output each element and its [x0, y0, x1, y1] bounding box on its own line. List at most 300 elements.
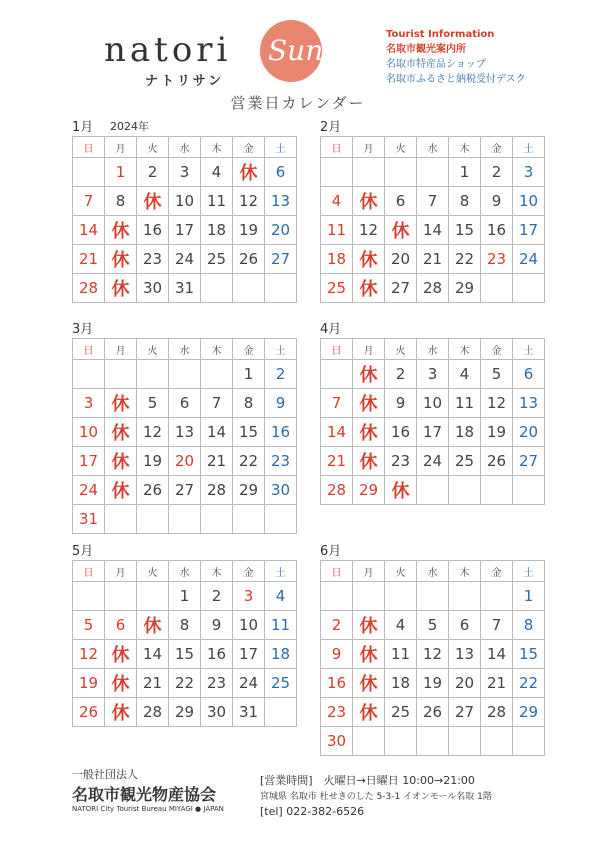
org-name: 名取市観光物産協会 — [72, 785, 217, 804]
weekday-header: 日 — [321, 561, 353, 582]
day-cell: 16 — [481, 216, 513, 245]
day-cell: 10 — [169, 187, 201, 216]
day-cell — [169, 505, 201, 534]
closed-day-cell: 休 — [105, 447, 137, 476]
closed-day-cell: 休 — [353, 640, 385, 669]
day-cell: 25 — [385, 698, 417, 727]
day-cell: 27 — [169, 476, 201, 505]
day-cell: 26 — [417, 698, 449, 727]
year-label: 2024年 — [110, 120, 149, 133]
day-cell: 4 — [201, 158, 233, 187]
day-cell: 8 — [513, 611, 545, 640]
month-calendar — [72, 120, 297, 303]
day-cell: 9 — [201, 611, 233, 640]
day-cell: 27 — [449, 698, 481, 727]
day-cell: 2 — [201, 582, 233, 611]
day-cell: 25 — [449, 447, 481, 476]
weekday-header: 土 — [265, 339, 297, 360]
day-cell: 6 — [169, 389, 201, 418]
closed-day-cell: 休 — [105, 389, 137, 418]
logo-kana: ナトリサン — [145, 74, 225, 89]
day-cell: 31 — [169, 274, 201, 303]
weekday-header: 金 — [481, 339, 513, 360]
closed-day-cell: 休 — [105, 669, 137, 698]
day-cell — [385, 582, 417, 611]
day-cell: 7 — [321, 389, 353, 418]
day-cell: 22 — [233, 447, 265, 476]
day-cell: 9 — [385, 389, 417, 418]
day-cell: 20 — [385, 245, 417, 274]
day-cell: 13 — [513, 389, 545, 418]
day-cell — [449, 476, 481, 505]
day-cell: 2 — [481, 158, 513, 187]
day-cell: 18 — [449, 418, 481, 447]
day-cell: 23 — [201, 669, 233, 698]
day-cell: 10 — [73, 418, 105, 447]
weekday-header: 月 — [105, 561, 137, 582]
day-cell: 28 — [481, 698, 513, 727]
day-cell: 10 — [513, 187, 545, 216]
calendar-grid — [72, 560, 297, 727]
closed-day-cell: 休 — [105, 418, 137, 447]
day-cell: 27 — [385, 274, 417, 303]
weekday-header: 金 — [233, 137, 265, 158]
day-cell — [73, 582, 105, 611]
weekday-header: 火 — [385, 561, 417, 582]
weekday-header: 月 — [105, 137, 137, 158]
weekday-header: 月 — [353, 339, 385, 360]
day-cell: 26 — [137, 476, 169, 505]
telephone: [tel] 022-382-6526 — [260, 805, 365, 818]
day-cell: 1 — [449, 158, 481, 187]
day-cell: 24 — [417, 447, 449, 476]
day-cell: 20 — [513, 418, 545, 447]
day-cell: 12 — [233, 187, 265, 216]
day-cell — [353, 158, 385, 187]
weekday-header: 土 — [265, 137, 297, 158]
day-cell — [169, 360, 201, 389]
day-cell: 27 — [265, 245, 297, 274]
weekday-header: 火 — [385, 137, 417, 158]
day-cell: 13 — [449, 640, 481, 669]
day-cell — [137, 582, 169, 611]
day-cell — [321, 158, 353, 187]
day-cell: 28 — [201, 476, 233, 505]
day-cell: 1 — [233, 360, 265, 389]
day-cell: 28 — [137, 698, 169, 727]
weekday-header: 水 — [169, 561, 201, 582]
day-cell: 4 — [265, 582, 297, 611]
day-cell: 17 — [169, 216, 201, 245]
day-cell: 21 — [137, 669, 169, 698]
day-cell: 23 — [137, 245, 169, 274]
day-cell: 3 — [73, 389, 105, 418]
weekday-header: 木 — [201, 339, 233, 360]
weekday-header: 火 — [137, 561, 169, 582]
month-label: 3月 — [72, 322, 94, 337]
day-cell — [417, 582, 449, 611]
closed-day-cell: 休 — [353, 698, 385, 727]
closed-day-cell: 休 — [353, 418, 385, 447]
day-cell: 23 — [481, 245, 513, 274]
day-cell: 25 — [265, 669, 297, 698]
day-cell: 16 — [265, 418, 297, 447]
day-cell — [265, 505, 297, 534]
day-cell — [385, 158, 417, 187]
day-cell: 30 — [265, 476, 297, 505]
day-cell: 24 — [73, 476, 105, 505]
day-cell: 14 — [321, 418, 353, 447]
day-cell: 25 — [321, 274, 353, 303]
weekday-header: 木 — [449, 137, 481, 158]
month-calendar — [320, 322, 545, 505]
day-cell — [481, 582, 513, 611]
org-english: NATORI City Tourist Bureau MIYAGI ● JAPAN — [72, 805, 224, 813]
day-cell: 29 — [353, 476, 385, 505]
day-cell: 5 — [481, 360, 513, 389]
day-cell: 17 — [417, 418, 449, 447]
closed-day-cell: 休 — [353, 389, 385, 418]
closed-day-cell: 休 — [137, 611, 169, 640]
day-cell: 6 — [513, 360, 545, 389]
day-cell — [481, 476, 513, 505]
day-cell: 19 — [73, 669, 105, 698]
address: 宮城県 名取市 杜せきのした 5-3-1 イオンモール名取 1階 — [260, 792, 492, 802]
month-label: 2月 — [320, 120, 342, 135]
day-cell: 1 — [105, 158, 137, 187]
day-cell: 7 — [73, 187, 105, 216]
day-cell: 20 — [265, 216, 297, 245]
calendar-title: 営業日カレンダー — [230, 94, 366, 112]
day-cell: 22 — [449, 245, 481, 274]
weekday-header: 金 — [481, 137, 513, 158]
calendar-grid — [320, 136, 545, 303]
day-cell: 14 — [481, 640, 513, 669]
day-cell: 21 — [481, 669, 513, 698]
day-cell: 6 — [265, 158, 297, 187]
day-cell: 20 — [449, 669, 481, 698]
info-line-3: 名取市特産品ショップ — [386, 59, 486, 70]
day-cell: 26 — [233, 245, 265, 274]
closed-day-cell: 休 — [105, 698, 137, 727]
day-cell — [417, 158, 449, 187]
day-cell: 3 — [169, 158, 201, 187]
day-cell: 9 — [481, 187, 513, 216]
day-cell: 31 — [233, 698, 265, 727]
day-cell: 1 — [513, 582, 545, 611]
day-cell — [417, 727, 449, 756]
day-cell: 24 — [233, 669, 265, 698]
weekday-header: 土 — [513, 137, 545, 158]
month-calendar — [320, 544, 545, 756]
day-cell: 17 — [73, 447, 105, 476]
info-line-4: 名取市ふるさと納税受付デスク — [386, 74, 526, 85]
day-cell: 3 — [513, 158, 545, 187]
day-cell: 22 — [169, 669, 201, 698]
day-cell: 15 — [233, 418, 265, 447]
day-cell — [201, 274, 233, 303]
weekday-header: 月 — [353, 561, 385, 582]
closed-day-cell: 休 — [353, 245, 385, 274]
day-cell: 7 — [417, 187, 449, 216]
day-cell — [449, 727, 481, 756]
day-cell — [513, 727, 545, 756]
day-cell — [481, 274, 513, 303]
closed-day-cell: 休 — [353, 611, 385, 640]
day-cell: 18 — [201, 216, 233, 245]
day-cell: 4 — [385, 611, 417, 640]
day-cell: 16 — [385, 418, 417, 447]
weekday-header: 木 — [449, 561, 481, 582]
day-cell: 28 — [73, 274, 105, 303]
info-line-1: Tourist Information — [386, 29, 495, 40]
day-cell — [513, 274, 545, 303]
closed-day-cell: 休 — [105, 216, 137, 245]
month-label: 6月 — [320, 544, 342, 559]
day-cell: 23 — [265, 447, 297, 476]
calendar-grid — [320, 338, 545, 505]
day-cell: 12 — [73, 640, 105, 669]
day-cell: 14 — [417, 216, 449, 245]
weekday-header: 日 — [73, 339, 105, 360]
day-cell: 2 — [137, 158, 169, 187]
day-cell — [265, 698, 297, 727]
day-cell: 28 — [321, 476, 353, 505]
day-cell: 19 — [233, 216, 265, 245]
day-cell: 31 — [73, 505, 105, 534]
day-cell: 23 — [385, 447, 417, 476]
weekday-header: 土 — [513, 561, 545, 582]
closed-day-cell: 休 — [233, 158, 265, 187]
day-cell: 20 — [169, 447, 201, 476]
closed-day-cell: 休 — [105, 476, 137, 505]
day-cell: 17 — [513, 216, 545, 245]
month-calendar — [72, 322, 297, 534]
day-cell: 11 — [449, 389, 481, 418]
day-cell: 1 — [169, 582, 201, 611]
month-calendar — [72, 544, 297, 727]
day-cell: 11 — [265, 611, 297, 640]
day-cell: 11 — [321, 216, 353, 245]
day-cell: 30 — [321, 727, 353, 756]
day-cell: 5 — [417, 611, 449, 640]
day-cell: 19 — [417, 669, 449, 698]
day-cell: 2 — [385, 360, 417, 389]
closed-day-cell: 休 — [385, 216, 417, 245]
weekday-header: 水 — [417, 561, 449, 582]
day-cell: 3 — [417, 360, 449, 389]
day-cell: 13 — [265, 187, 297, 216]
day-cell: 21 — [417, 245, 449, 274]
day-cell: 12 — [353, 216, 385, 245]
weekday-header: 日 — [73, 137, 105, 158]
day-cell: 5 — [73, 611, 105, 640]
closed-day-cell: 休 — [353, 360, 385, 389]
weekday-header: 金 — [481, 561, 513, 582]
day-cell: 16 — [201, 640, 233, 669]
day-cell: 14 — [73, 216, 105, 245]
closed-day-cell: 休 — [353, 447, 385, 476]
weekday-header: 金 — [233, 561, 265, 582]
closed-day-cell: 休 — [105, 245, 137, 274]
day-cell: 27 — [513, 447, 545, 476]
day-cell — [105, 582, 137, 611]
day-cell — [201, 505, 233, 534]
day-cell: 29 — [449, 274, 481, 303]
day-cell: 2 — [321, 611, 353, 640]
month-label: 4月 — [320, 322, 342, 337]
weekday-header: 木 — [201, 137, 233, 158]
day-cell: 26 — [73, 698, 105, 727]
day-cell — [321, 360, 353, 389]
day-cell: 11 — [201, 187, 233, 216]
day-cell — [417, 476, 449, 505]
day-cell: 29 — [169, 698, 201, 727]
closed-day-cell: 休 — [353, 274, 385, 303]
day-cell: 15 — [449, 216, 481, 245]
day-cell: 4 — [321, 187, 353, 216]
weekday-header: 日 — [321, 137, 353, 158]
day-cell — [137, 505, 169, 534]
closed-day-cell: 休 — [137, 187, 169, 216]
day-cell — [105, 360, 137, 389]
day-cell: 23 — [321, 698, 353, 727]
day-cell: 17 — [233, 640, 265, 669]
day-cell: 16 — [321, 669, 353, 698]
day-cell: 14 — [137, 640, 169, 669]
day-cell — [481, 727, 513, 756]
day-cell: 9 — [321, 640, 353, 669]
info-line-2: 名取市観光案内所 — [386, 44, 466, 55]
closed-day-cell: 休 — [353, 669, 385, 698]
day-cell: 3 — [233, 582, 265, 611]
day-cell: 6 — [385, 187, 417, 216]
day-cell — [73, 158, 105, 187]
day-cell: 18 — [265, 640, 297, 669]
day-cell: 2 — [265, 360, 297, 389]
day-cell — [73, 360, 105, 389]
day-cell — [105, 505, 137, 534]
day-cell: 25 — [201, 245, 233, 274]
day-cell — [233, 274, 265, 303]
day-cell — [385, 727, 417, 756]
weekday-header: 水 — [417, 137, 449, 158]
weekday-header: 金 — [233, 339, 265, 360]
weekday-header: 月 — [105, 339, 137, 360]
day-cell — [353, 727, 385, 756]
day-cell: 21 — [73, 245, 105, 274]
day-cell — [353, 582, 385, 611]
day-cell — [201, 360, 233, 389]
day-cell: 29 — [233, 476, 265, 505]
day-cell: 12 — [481, 389, 513, 418]
day-cell: 15 — [513, 640, 545, 669]
day-cell: 8 — [233, 389, 265, 418]
day-cell: 4 — [449, 360, 481, 389]
day-cell: 6 — [449, 611, 481, 640]
day-cell: 22 — [513, 669, 545, 698]
weekday-header: 土 — [265, 561, 297, 582]
weekday-header: 水 — [169, 137, 201, 158]
day-cell: 19 — [481, 418, 513, 447]
org-type: 一般社団法人 — [72, 768, 138, 781]
closed-day-cell: 休 — [105, 640, 137, 669]
day-cell: 8 — [105, 187, 137, 216]
day-cell: 21 — [201, 447, 233, 476]
day-cell: 19 — [137, 447, 169, 476]
day-cell: 7 — [481, 611, 513, 640]
day-cell: 26 — [481, 447, 513, 476]
weekday-header: 日 — [321, 339, 353, 360]
day-cell — [449, 582, 481, 611]
day-cell: 10 — [233, 611, 265, 640]
business-hours: [営業時間] 火曜日→日曜日 10:00→21:00 — [260, 774, 475, 787]
day-cell: 16 — [137, 216, 169, 245]
day-cell: 30 — [201, 698, 233, 727]
day-cell: 8 — [169, 611, 201, 640]
info-block — [386, 27, 526, 87]
day-cell: 28 — [417, 274, 449, 303]
day-cell: 14 — [201, 418, 233, 447]
day-cell: 9 — [265, 389, 297, 418]
closed-day-cell: 休 — [105, 274, 137, 303]
calendar-grid — [72, 338, 297, 534]
day-cell: 21 — [321, 447, 353, 476]
day-cell: 11 — [385, 640, 417, 669]
day-cell: 5 — [137, 389, 169, 418]
calendar-grid — [72, 136, 297, 303]
logo-text: natori — [104, 30, 232, 70]
weekday-header: 土 — [513, 339, 545, 360]
day-cell — [137, 360, 169, 389]
day-cell — [513, 476, 545, 505]
day-cell: 18 — [385, 669, 417, 698]
month-label: 5月 — [72, 544, 94, 559]
weekday-header: 水 — [417, 339, 449, 360]
day-cell — [321, 582, 353, 611]
weekday-header: 日 — [73, 561, 105, 582]
weekday-header: 水 — [169, 339, 201, 360]
day-cell: 18 — [321, 245, 353, 274]
day-cell: 12 — [417, 640, 449, 669]
closed-day-cell: 休 — [353, 187, 385, 216]
day-cell: 30 — [137, 274, 169, 303]
weekday-header: 木 — [449, 339, 481, 360]
month-calendar — [320, 120, 545, 303]
day-cell — [265, 274, 297, 303]
closed-day-cell: 休 — [385, 476, 417, 505]
day-cell: 10 — [417, 389, 449, 418]
day-cell: 29 — [513, 698, 545, 727]
weekday-header: 月 — [353, 137, 385, 158]
calendar-grid — [320, 560, 545, 756]
day-cell: 7 — [201, 389, 233, 418]
day-cell: 24 — [513, 245, 545, 274]
day-cell: 8 — [449, 187, 481, 216]
day-cell: 24 — [169, 245, 201, 274]
weekday-header: 火 — [137, 339, 169, 360]
weekday-header: 火 — [137, 137, 169, 158]
day-cell: 12 — [137, 418, 169, 447]
weekday-header: 木 — [201, 561, 233, 582]
day-cell: 13 — [169, 418, 201, 447]
day-cell — [233, 505, 265, 534]
day-cell: 6 — [105, 611, 137, 640]
weekday-header: 火 — [385, 339, 417, 360]
logo-sun-text: Sun — [268, 34, 324, 67]
month-label: 1月 — [72, 120, 94, 135]
day-cell: 15 — [169, 640, 201, 669]
